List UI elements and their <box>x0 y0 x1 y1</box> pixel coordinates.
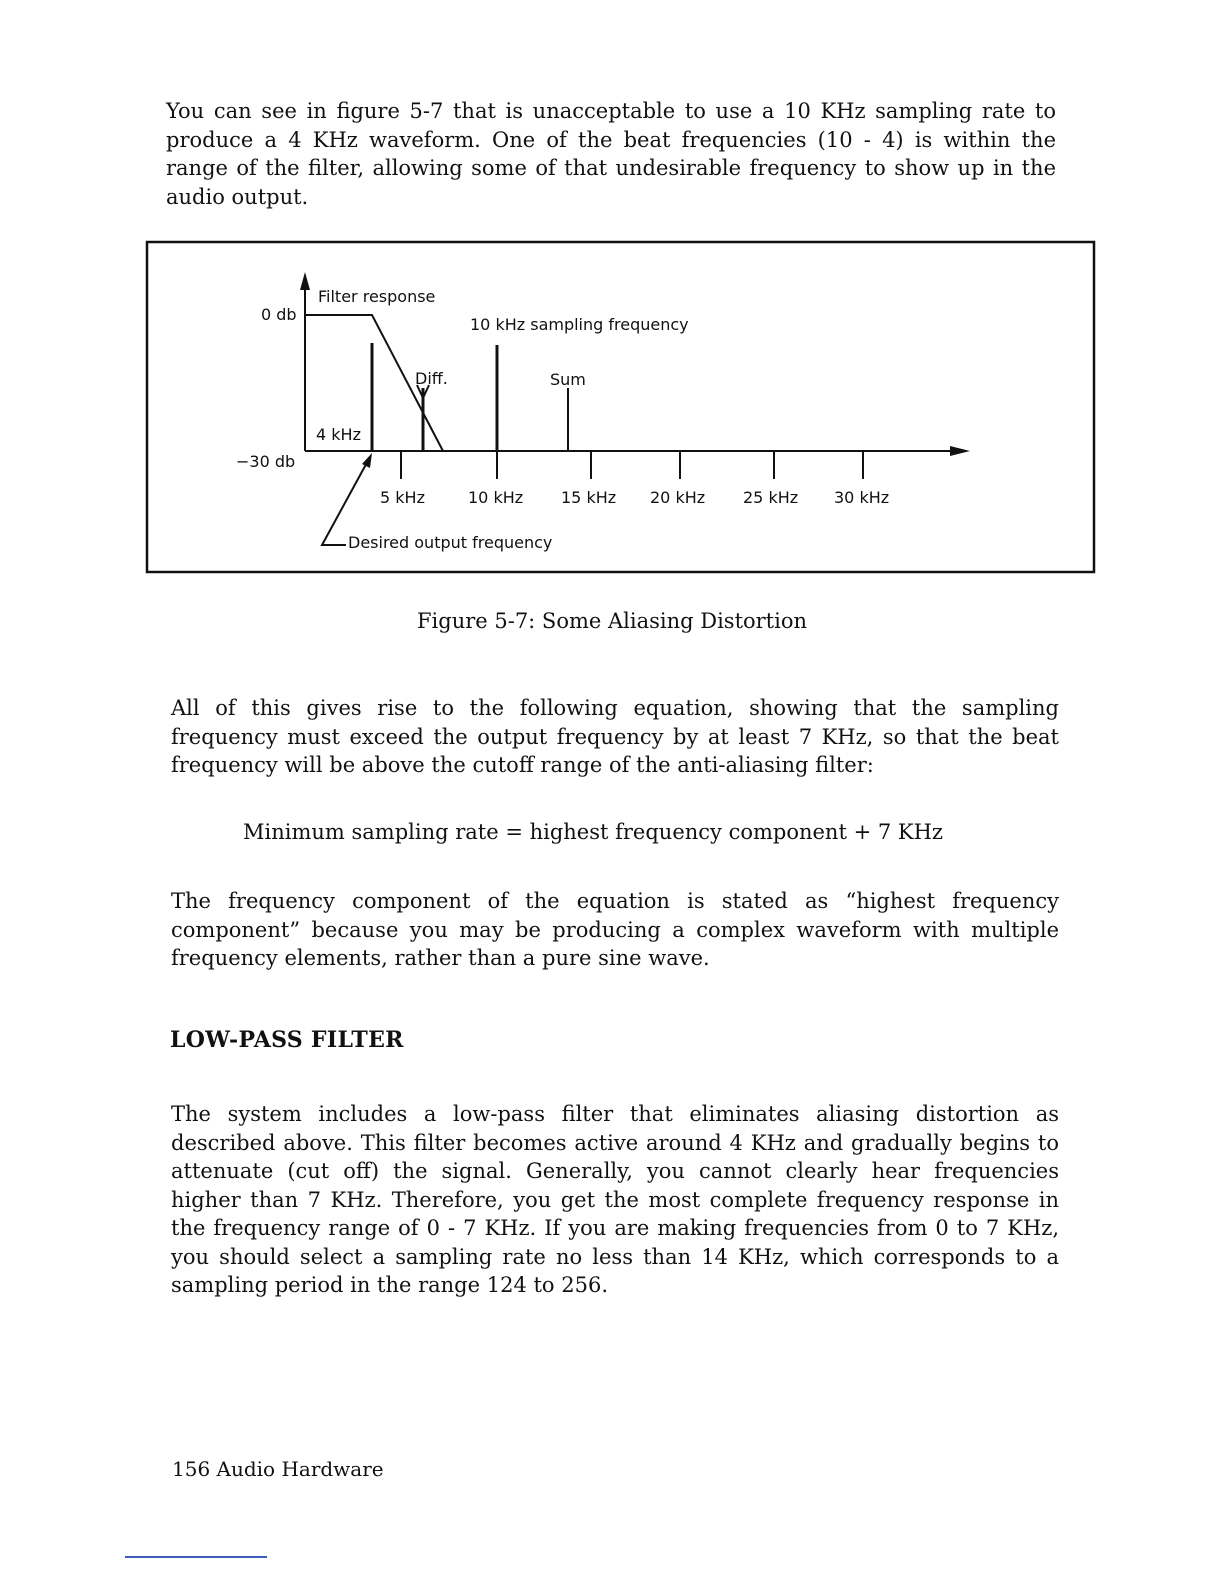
intro-paragraph: You can see in figure 5-7 that is unacceptable to use a 10 KHz sampling rate to produce a 4 KHz waveform. One of the beat frequencies (10 - 4) is within the range of the filter, allowing some of that undesirable frequency to show up in the audio output. <box>166 99 1056 209</box>
tick-label-20khz: 20 kHz <box>650 488 706 507</box>
figure-caption: Figure 5-7: Some Aliasing Distortion <box>416 609 808 633</box>
desired-output-arrowhead <box>362 453 372 468</box>
tick-label-5khz: 5 kHz <box>380 488 425 507</box>
sampling-frequency-label: 10 kHz sampling frequency <box>470 315 689 334</box>
figure-frame <box>147 242 1094 572</box>
minus30-db-label: −30 db <box>236 452 296 471</box>
equation: Minimum sampling rate = highest frequency component + 7 KHz <box>243 820 943 844</box>
tick-label-10khz: 10 kHz <box>468 488 524 507</box>
tick-label-30khz: 30 kHz <box>834 488 890 507</box>
y-axis-arrow <box>300 272 310 290</box>
section-heading: LOW-PASS FILTER <box>170 1027 404 1053</box>
desired-output-label: Desired output frequency <box>348 533 553 552</box>
filter-response-label: Filter response <box>318 287 436 306</box>
four-khz-label: 4 kHz <box>316 425 361 444</box>
x-axis-arrow <box>950 446 970 456</box>
footer-rule <box>125 1556 267 1558</box>
equation-intro-paragraph: All of this gives rise to the following equation, showing that the sampling frequency must exceed the output frequency by at least 7 KHz, so that the beat frequency will be above the cutoff range of the anti-aliasing filter: <box>171 696 1059 777</box>
lowpass-paragraph: The system includes a low-pass filter that eliminates aliasing distortion as described above. This filter becomes active around 4 KHz and gradually begins to attenuate (cut off) the signal. Generally, you cannot clearly hear frequencies higher than 7 KHz. Therefore, you get the most complete frequency response in the frequency range of 0 - 7 KHz. If you are making frequencies from 0 to 7 KHz, you should select a sampling rate no less than 14 KHz, which corresponds to a sampling period in the range 124 to 256. <box>171 1102 1059 1297</box>
tick-label-25khz: 25 kHz <box>743 488 799 507</box>
sum-label: Sum <box>550 370 586 389</box>
zero-db-label: 0 db <box>261 305 297 324</box>
component-note-paragraph: The frequency component of the equation is stated as “highest frequency component” because you may be producing a complex waveform with multiple frequency elements, rather than a pure sine wave. <box>171 889 1059 970</box>
tick-label-15khz: 15 kHz <box>561 488 617 507</box>
page-footer: 156 Audio Hardware <box>172 1457 384 1481</box>
diff-label: Diff. <box>415 369 448 388</box>
aliasing-figure <box>0 0 1224 600</box>
desired-output-pointer <box>322 457 370 545</box>
